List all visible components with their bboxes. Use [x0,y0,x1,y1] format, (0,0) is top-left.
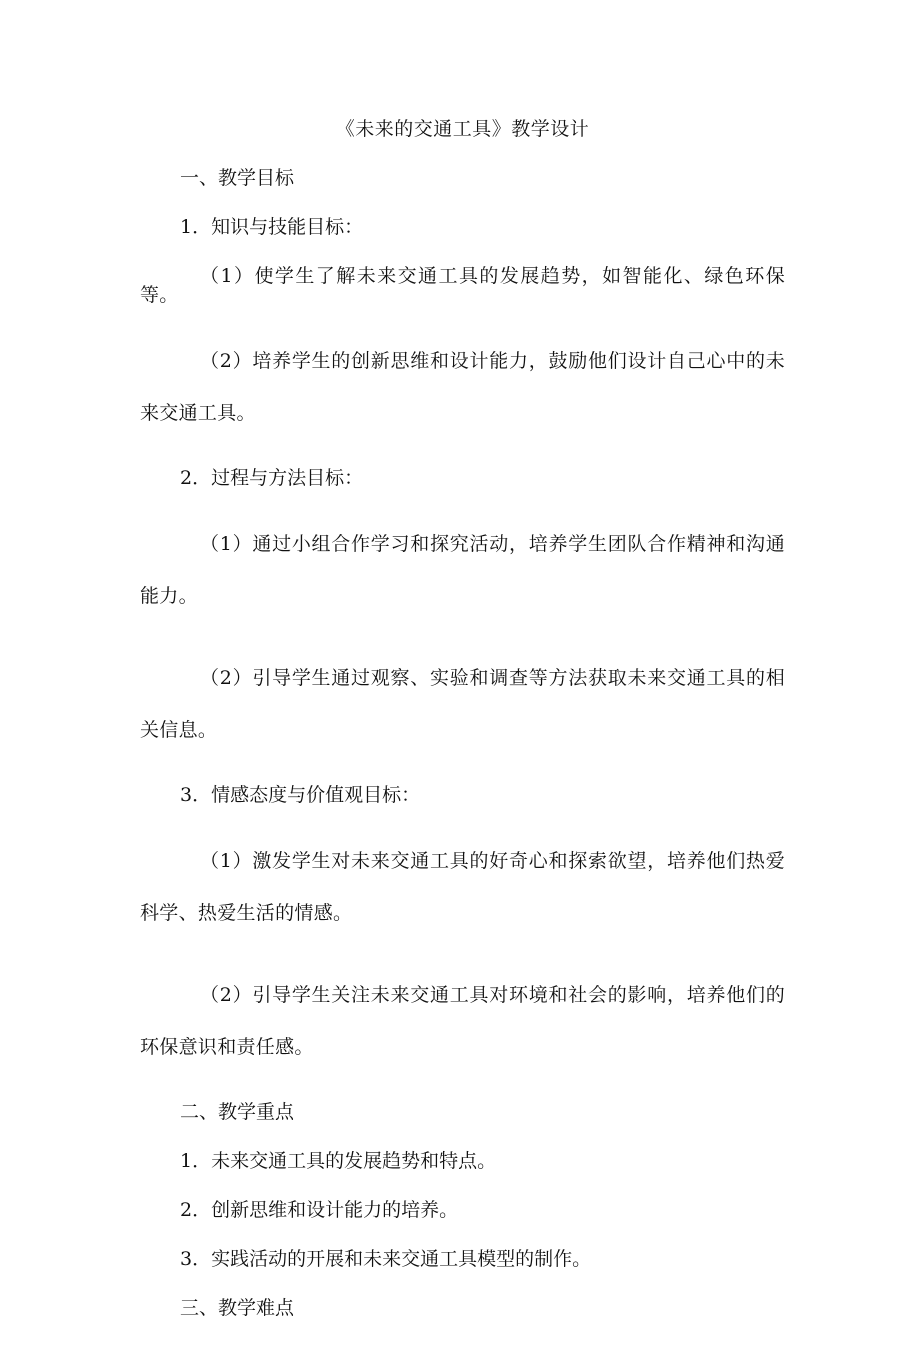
subsection-heading: 3．情感态度与价值观目标： [180,784,421,806]
paragraph: （1）激发学生对未来交通工具的好奇心和探索欲望，培养他们热爱科学、热爱生活的情感。 [140,850,785,924]
document-title: 《未来的交通工具》教学设计 [335,118,590,140]
list-item: 2．创新思维和设计能力的培养。 [180,1199,459,1221]
section-heading: 三、教学难点 [180,1297,295,1319]
paragraph: （2）培养学生的创新思维和设计能力，鼓励他们设计自己心中的未来交通工具。 [140,350,785,424]
subsection-heading: 1．知识与技能目标： [180,216,364,238]
paragraph: （2）引导学生关注未来交通工具对环境和社会的影响，培养他们的环保意识和责任感。 [140,984,785,1058]
paragraph: （1）使学生了解未来交通工具的发展趋势，如智能化、绿色环保等。 [140,265,785,306]
list-item: 3．实践活动的开展和未来交通工具模型的制作。 [180,1248,592,1270]
section-heading: 二、教学重点 [180,1101,295,1123]
document-body [140,120,785,1348]
paragraph: （2）引导学生通过观察、实验和调查等方法获取未来交通工具的相关信息。 [140,667,785,741]
subsection-heading: 2．过程与方法目标： [180,467,364,489]
section-heading: 一、教学目标 [180,167,295,189]
paragraph: （1）通过小组合作学习和探究活动，培养学生团队合作精神和沟通能力。 [140,533,785,607]
list-item: 1．未来交通工具的发展趋势和特点。 [180,1150,497,1172]
